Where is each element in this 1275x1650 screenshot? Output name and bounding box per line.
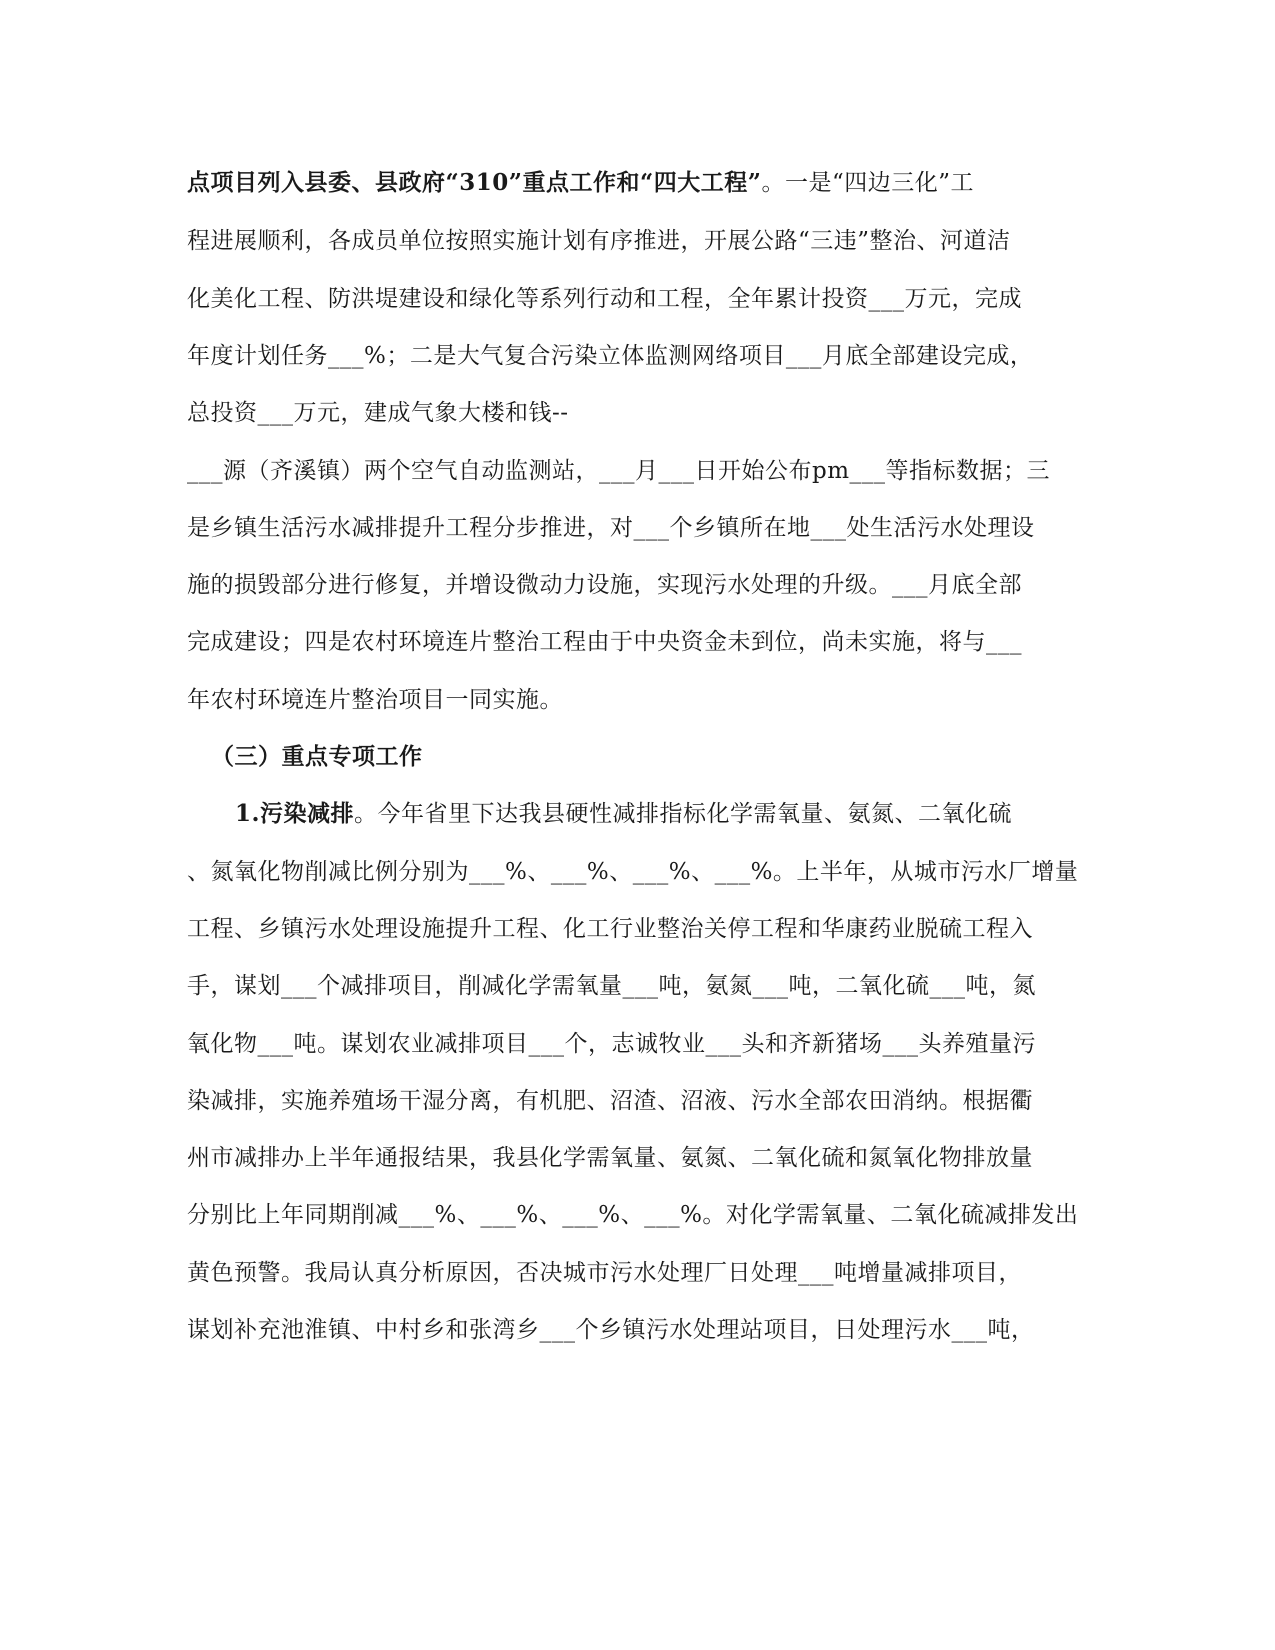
section-heading: （三）重点专项工作: [211, 743, 423, 770]
text-line-8: 施的损毁部分进行修复，并增设微动力设施，实现污水处理的升级。___月底全部: [187, 572, 1022, 598]
line-text: 。今年省里下达我县硬性减排指标化学需氧量、氨氮、二氧化硫: [354, 801, 1013, 827]
text-line-2: 程进展顺利，各成员单位按照实施计划有序推进，开展公路“三违”整治、河道洁: [187, 228, 1011, 254]
bold-phrase: 1.污染减排: [235, 800, 355, 827]
text-line-12: [235, 794, 1135, 834]
text-line-20: 黄色预警。我局认真分析原因，否决城市污水处理厂日处理___吨增量减排项目，: [187, 1260, 1022, 1286]
text-line-9: 完成建设；四是农村环境连片整治工程由于中央资金未到位，尚未实施，将与___: [187, 629, 1022, 655]
text-line-4: 年度计划任务___%；二是大气复合污染立体监测网络项目___月底全部建设完成，: [187, 343, 1034, 369]
text-line-19: 分别比上年同期削减___%、___%、___%、___%。对化学需氧量、二氧化硫减排发出: [187, 1202, 1079, 1228]
text-line-10: 年农村环境连片整治项目一同实施。: [187, 687, 563, 713]
bold-phrase: 点项目列入县委、县政府“310”重点工作和“四大工程”: [187, 169, 762, 196]
text-line-1: [187, 163, 1087, 203]
text-line-7: 是乡镇生活污水减排提升工程分步推进，对___个乡镇所在地___处生活污水处理设: [187, 515, 1035, 541]
text-line-14: 工程、乡镇污水处理设施提升工程、化工行业整治关停工程和华康药业脱硫工程入: [187, 916, 1033, 942]
text-line-18: 州市减排办上半年通报结果，我县化学需氧量、氨氮、二氧化硫和氮氧化物排放量: [187, 1145, 1033, 1171]
text-line-5: 总投资___万元，建成气象大楼和钱--: [187, 400, 569, 426]
text-line-15: 手，谋划___个减排项目，削减化学需氧量___吨，氨氮___吨，二氧化硫___吨，氮: [187, 973, 1036, 999]
text-line-16: 氧化物___吨。谋划农业减排项目___个，志诚牧业___头和齐新猪场___头养殖量污: [187, 1031, 1036, 1057]
text-line-17: 染减排，实施养殖场干湿分离，有机肥、沼渣、沼液、污水全部农田消纳。根据衢: [187, 1088, 1033, 1114]
text-line-21: 谋划补充池淮镇、中村乡和张湾乡___个乡镇污水处理站项目，日处理污水___吨，: [187, 1317, 1035, 1343]
text-line-3: 化美化工程、防洪堤建设和绿化等系列行动和工程，全年累计投资___万元，完成: [187, 286, 1022, 312]
line-text: 。一是“四边三化”工: [761, 170, 974, 196]
text-line-13: 、氮氧化物削减比例分别为___%、___%、___%、___%。上半年，从城市污水厂增量: [187, 859, 1079, 885]
text-line-6: ___源（齐溪镇）两个空气自动监测站，___月___日开始公布pm___等指标数据；三: [187, 458, 1051, 484]
